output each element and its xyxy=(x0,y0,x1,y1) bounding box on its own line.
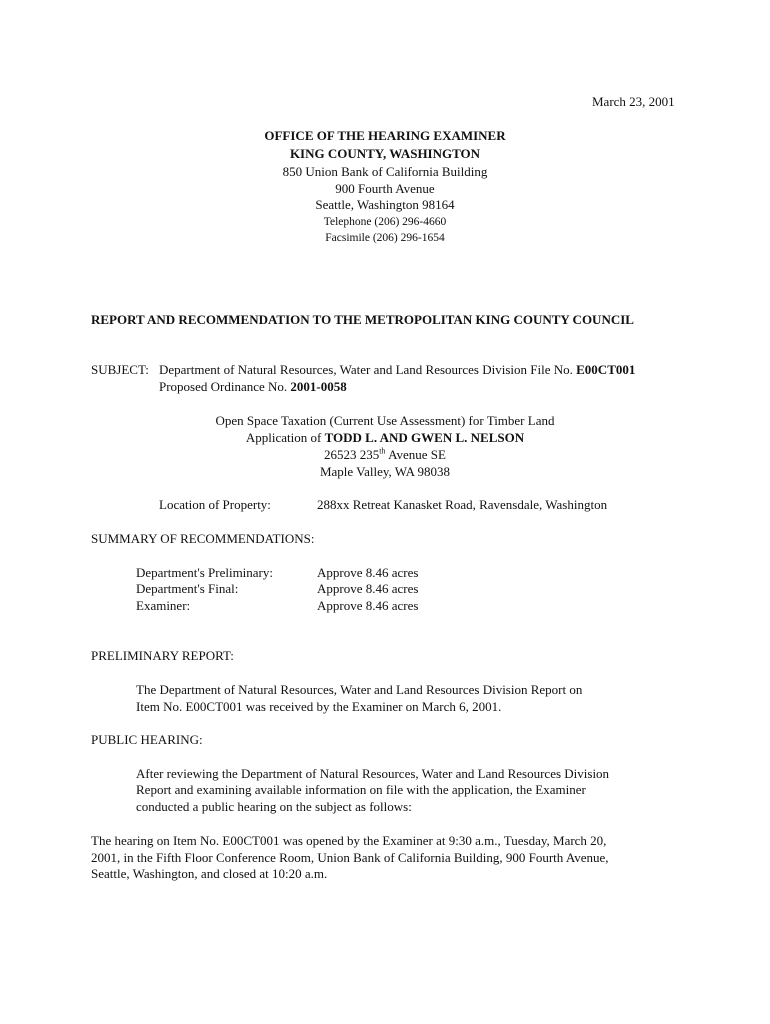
office-county: KING COUNTY, WASHINGTON xyxy=(289,146,481,161)
applicant-city: Maple Valley, WA 98038 xyxy=(319,464,451,479)
address-ordinal-suffix: th xyxy=(379,446,386,456)
report-title: REPORT AND RECOMMENDATION TO THE METROPOLITAN KING COUNTY COUNCIL xyxy=(91,312,634,327)
hearing-text-line-3: conducted a public hearing on the subject as follows: xyxy=(136,799,412,814)
office-address-line-1: 850 Union Bank of California Building xyxy=(282,164,488,179)
application-prefix: Application of xyxy=(245,430,325,445)
office-address-line-2: 900 Fourth Avenue xyxy=(335,181,435,196)
subject-file-text: Department of Natural Resources, Water and Land Resources Division File No. xyxy=(159,362,577,377)
subject-ordinance-text: Proposed Ordinance No. xyxy=(159,379,291,394)
location-value: 288xx Retreat Kanasket Road, Ravensdale, Washington xyxy=(317,497,608,512)
office-facsimile: Facsimile (206) 296-1654 xyxy=(325,232,445,244)
summary-row-value: Approve 8.46 acres xyxy=(317,565,419,580)
applicant-street-address xyxy=(0,447,770,463)
closing-text-line-2: 2001, in the Fifth Floor Conference Room, Union Bank of California Building, 900 Fourth Avenue, xyxy=(91,850,609,865)
subject-label: SUBJECT: xyxy=(91,362,149,377)
preliminary-heading: PRELIMINARY REPORT: xyxy=(91,648,234,663)
summary-row-label: Department's Preliminary: xyxy=(136,565,274,580)
application-applicants-line xyxy=(0,430,770,446)
subject-line-2 xyxy=(159,379,347,395)
office-address-line-3: Seattle, Washington 98164 xyxy=(315,197,455,212)
hearing-heading: PUBLIC HEARING: xyxy=(91,732,203,747)
report-date: March 23, 2001 xyxy=(592,94,675,109)
summary-row-label: Examiner: xyxy=(136,598,191,613)
closing-text-line-3: Seattle, Washington, and closed at 10:20 a.m. xyxy=(91,866,328,881)
summary-heading: SUMMARY OF RECOMMENDATIONS: xyxy=(91,531,315,546)
hearing-text-line-2: Report and examining available information on file with the application, the Examiner xyxy=(136,782,586,797)
address-street: Avenue SE xyxy=(385,447,446,462)
subject-line-1 xyxy=(159,362,635,378)
preliminary-text-line-1: The Department of Natural Resources, Water and Land Resources Division Report on xyxy=(136,682,583,697)
summary-row-value: Approve 8.46 acres xyxy=(317,598,419,613)
application-type: Open Space Taxation (Current Use Assessment) for Timber Land xyxy=(215,413,555,428)
location-label: Location of Property: xyxy=(159,497,271,512)
summary-row-value: Approve 8.46 acres xyxy=(317,581,419,596)
subject-file-number: E00CT001 xyxy=(576,362,636,377)
preliminary-text-line-2: Item No. E00CT001 was received by the Examiner on March 6, 2001. xyxy=(136,699,502,714)
summary-row-label: Department's Final: xyxy=(136,581,239,596)
address-number: 26523 235 xyxy=(324,447,380,462)
closing-text-line-1: The hearing on Item No. E00CT001 was opened by the Examiner at 9:30 a.m., Tuesday, March 20, xyxy=(91,833,607,848)
applicant-names: TODD L. AND GWEN L. NELSON xyxy=(324,430,525,445)
office-name: OFFICE OF THE HEARING EXAMINER xyxy=(264,128,506,143)
office-telephone: Telephone (206) 296-4660 xyxy=(323,216,447,228)
subject-ordinance-number: 2001-0058 xyxy=(290,379,347,394)
hearing-text-line-1: After reviewing the Department of Natural Resources, Water and Land Resources Division xyxy=(136,766,610,781)
